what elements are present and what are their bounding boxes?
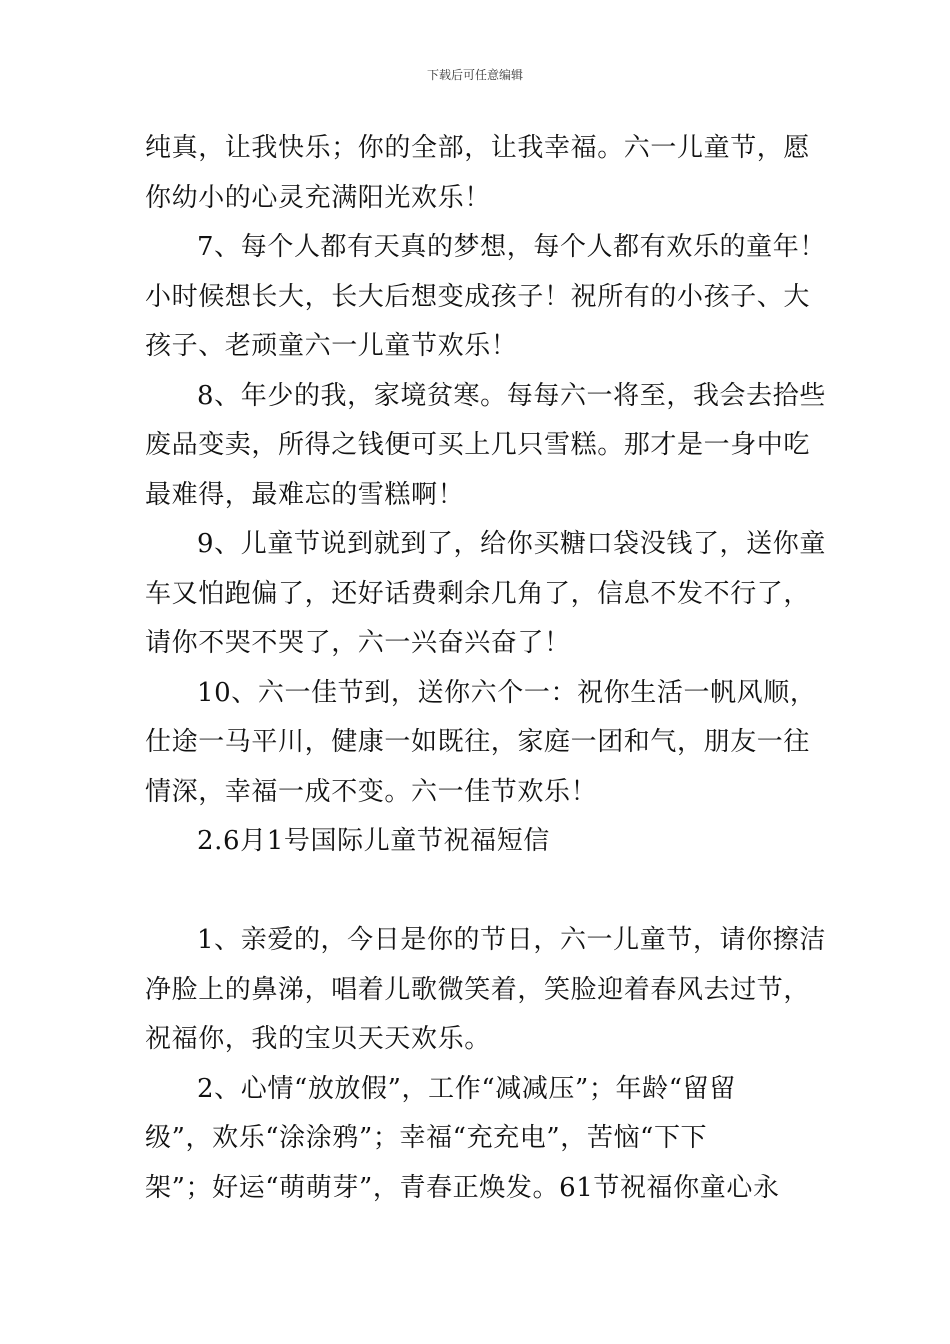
text-line: 级”，欢乐“涂涂鸦”；幸福“充充电”，苦恼“下下 [145, 1123, 708, 1153]
document-body [145, 124, 826, 1213]
paragraph-start-line: 8、年少的我，家境贫寒。每每六一将至，我会去拾些 [197, 380, 826, 411]
text-line: 最难得，最难忘的雪糕啊！ [145, 479, 465, 510]
blank-line [145, 867, 810, 917]
text-line: 仕途一马平川，健康一如既往，家庭一团和气，朋友一往 [145, 727, 811, 757]
text-line: 孩子、老顽童六一儿童节欢乐！ [145, 331, 518, 361]
text-line: 祝福你，我的宝贝天天欢乐。 [145, 1024, 491, 1054]
paragraph-start-line: 9、儿童节说到就到了，给你买糖口袋没钱了，送你童 [197, 529, 826, 559]
text-line: 请你不哭不哭了，六一兴奋兴奋了！ [145, 628, 571, 658]
paragraph-start-line: 2、心情“放放假”，工作“减减压”；年龄“留留 [197, 1073, 736, 1104]
paragraph-start-line: 7、每个人都有天真的梦想，每个人都有欢乐的童年！ [197, 232, 826, 262]
text-line: 车又怕跑偏了，还好话费剩余几角了，信息不发不行了， [145, 578, 811, 609]
paragraph-start-line: 10、六一佳节到，送你六个一：祝你生活一帆风顺， [197, 677, 817, 708]
text-line: 纯真，让我快乐；你的全部，让我幸福。六一儿童节，愿 [145, 133, 811, 163]
section-heading: 2.6月1号国际儿童节祝福短信 [197, 826, 550, 856]
text-line: 情深，幸福一成不变。六一佳节欢乐！ [145, 776, 598, 807]
text-line: 小时候想长大，长大后想变成孩子！祝所有的小孩子、大 [145, 281, 811, 312]
text-line: 净脸上的鼻涕，唱着儿歌微笑着，笑脸迎着春风去过节， [145, 974, 811, 1005]
text-line: 废品变卖，所得之钱便可买上几只雪糕。那才是一身中吃 [145, 430, 811, 460]
text-line: 架”；好运“萌萌芽”，青春正焕发。61节祝福你童心永 [145, 1172, 780, 1203]
text-line: 你幼小的心灵充满阳光欢乐！ [145, 182, 491, 213]
paragraph-start-line: 1、亲爱的，今日是你的节日，六一儿童节，请你擦洁 [197, 925, 826, 955]
page-header-note: 下载后可任意编辑 [426, 68, 523, 82]
